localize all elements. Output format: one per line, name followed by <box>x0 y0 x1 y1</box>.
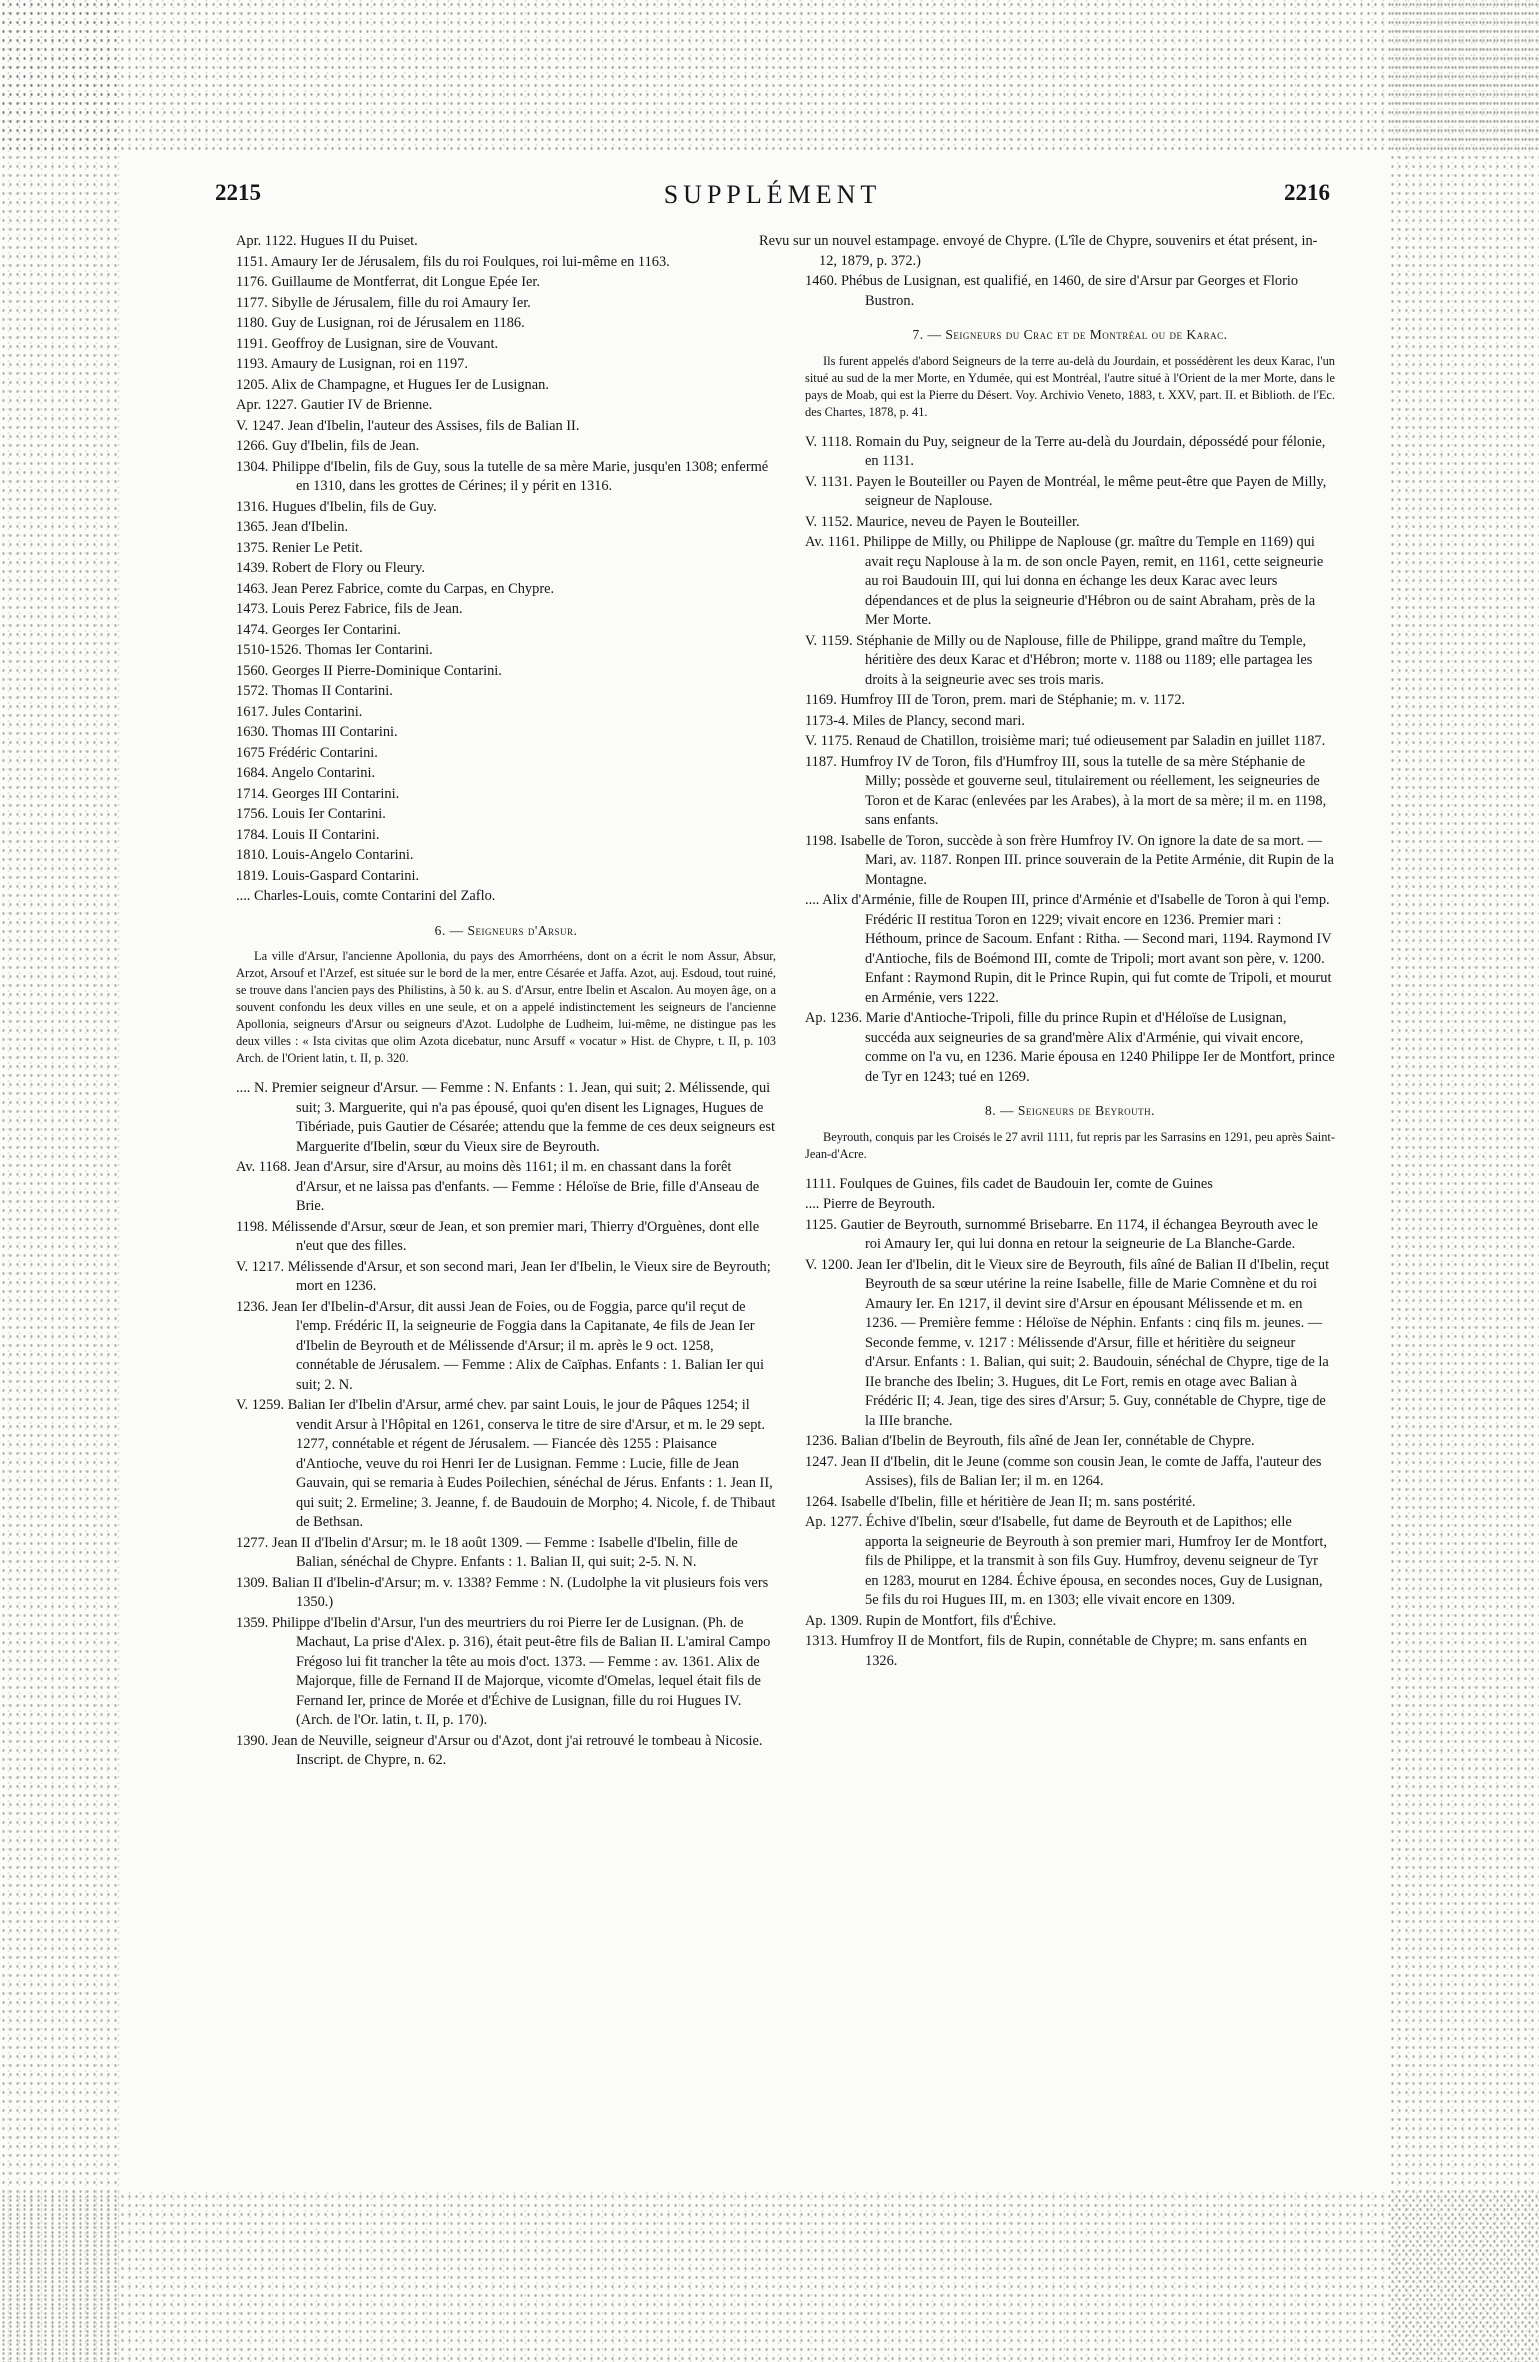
genealogy-entry: V. 1259. Balian Ier d'Ibelin d'Arsur, armé chev. par saint Louis, le jour de Pâques 1254; il vendit Arsur à l'Hôpital en 1261, conserva le titre de sire d'Arsur, et m. le 29 sept. 1277, connétable et régent de Jérusalem. — Fiancée dès 1255 : Plaisance d'Antioche, veuve du roi Henri Ier de Lusignan. Femme : Lucie, fille de Jean Gauvain, qui se remaria à Eudes Poilechien, sénéchal de Jérus. Enfants : 1. Jean II, qui suit; 2. Ermeline; 3. Jeanne, f. de Baudouin de Morpho; 4. Nicole, f. de Thibaut de Bethsan. <box>236 1397 776 1530</box>
genealogy-entry: 1247. Jean II d'Ibelin, dit le Jeune (comme son cousin Jean, le comte de Jaffa, l'auteur des Assises), fils de Balian Ier; il m. en 1264. <box>805 1453 1322 1489</box>
genealogy-entry: 1316. Hugues d'Ibelin, fils de Guy. <box>236 498 437 515</box>
right-entries-b <box>805 433 1335 1088</box>
page-number-right: 2216 <box>1284 180 1330 205</box>
continuation-text: Revu sur un nouvel estampage. envoyé de Chypre. (L'île de Chypre, souvenirs et état présent, in-12, 1879, p. 372.) <box>759 233 1318 269</box>
genealogy-entry: 1675 Frédéric Contarini. <box>236 744 378 761</box>
genealogy-entry: V. 1152. Maurice, neveu de Payen le Bouteiller. <box>805 513 1080 530</box>
genealogy-entry: V. 1247. Jean d'Ibelin, l'auteur des Assises, fils de Balian II. <box>236 417 580 434</box>
scan-noise-bottom <box>0 2192 1539 2362</box>
left-entries-b <box>236 1079 776 1771</box>
scan-noise-right <box>1389 0 1539 2362</box>
genealogy-entry: 1176. Guillaume de Montferrat, dit Longue Epée Ier. <box>236 274 540 290</box>
genealogy-entry: 1510-1526. Thomas Ier Contarini. <box>236 642 433 658</box>
genealogy-entry: 1630. Thomas III Contarini. <box>236 724 398 740</box>
genealogy-entry: 1810. Louis-Angelo Contarini. <box>236 847 414 863</box>
genealogy-entry: 1169. Humfroy III de Toron, prem. mari de Stéphanie; m. v. 1172. <box>805 692 1185 708</box>
page-number-left: 2215 <box>215 180 261 205</box>
genealogy-entry: V. 1175. Renaud de Chatillon, troisième mari; tué odieusement par Saladin en juillet 1187. <box>805 733 1326 749</box>
genealogy-entry: .... Charles-Louis, comte Contarini del Zaflo. <box>236 888 496 904</box>
genealogy-entry: 1390. Jean de Neuville, seigneur d'Arsur ou d'Azot, dont j'ai retrouvé le tombeau à Nicosie. Inscript. de Chypre, n. 62. <box>236 1732 763 1768</box>
section-8-intro: Beyrouth, conquis par les Croisés le 27 avril 1111, fut repris par les Sarrasins en 1291, peu après Saint-Jean-d'Acre. <box>805 1129 1335 1161</box>
genealogy-entry: 1304. Philippe d'Ibelin, fils de Guy, sous la tutelle de sa mère Marie, jusqu'en 1308; enfermé en 1310, dans les grottes de Cérines; il y périt en 1316. <box>236 458 769 494</box>
section-7-intro: Ils furent appelés d'abord Seigneurs de la terre au-delà du Jourdain, et possédèrent les deux Karac, l'un situé au sud de la mer Morte, en Ydumée, qui est Montréal, l'autre situé à l'Orient de la mer Morte, dans le pays de Moab, qui est la Pierre du Désert. Voy. Archivio Veneto, 1883, t. XXV, part. II. et Biblioth. de l'Ec. des Chartes, 1878, p. 41. <box>805 353 1335 419</box>
genealogy-entry: 1193. Amaury de Lusignan, roi en 1197. <box>236 356 468 372</box>
genealogy-entry: 1187. Humfroy IV de Toron, fils d'Humfroy III, sous la tutelle de sa mère Stéphanie de Milly; possède et gouverne seul, titulairement ou réellement, les seigneuries de Toron et de Karac (enlevées par les Arabes), à la mort de sa mère; il m. en 1198, sans enfants. <box>805 753 1327 828</box>
section-7-title: 7. — Seigneurs du Crac et de Montréal ou de Karac. <box>912 327 1228 342</box>
genealogy-entry: 1313. Humfroy II de Montfort, fils de Rupin, connétable de Chypre; m. sans enfants en 1326. <box>805 1633 1307 1669</box>
genealogy-entry: 1756. Louis Ier Contarini. <box>236 806 386 822</box>
genealogy-entry: 1819. Louis-Gaspard Contarini. <box>236 867 420 884</box>
genealogy-entry: 1266. Guy d'Ibelin, fils de Jean. <box>236 438 420 454</box>
genealogy-entry: 1474. Georges Ier Contarini. <box>236 621 401 638</box>
page-header <box>215 180 1330 220</box>
genealogy-entry: Ap. 1309. Rupin de Montfort, fils d'Échive. <box>805 1612 1057 1629</box>
genealogy-entry: 1309. Balian II d'Ibelin-d'Arsur; m. v. 1338? Femme : N. (Ludolphe la vit plusieurs fois vers 1350.) <box>236 1574 769 1610</box>
left-entries-a <box>236 232 776 907</box>
genealogy-entry: 1236. Jean Ier d'Ibelin-d'Arsur, dit aussi Jean de Foies, ou de Foggia, parce qu'il reçut de l'emp. Frédéric II, la seigneurie de Foggia dans la Capitanate, 4e fils de Jean Ier d'Ibelin de Beyrouth et de Mélissende d'Arsur; il m. après le 9 oct. 1258, connétable de Jérusalem. — Femme : Alix de Caïphas. Enfants : 1. Balian Ier qui suit; 2. N. <box>236 1298 764 1393</box>
genealogy-entry: 1264. Isabelle d'Ibelin, fille et héritière de Jean II; m. sans postérité. <box>805 1493 1196 1510</box>
genealogy-entry: 1177. Sibylle de Jérusalem, fille du roi Amaury Ier. <box>236 294 531 311</box>
genealogy-entry: Apr. 1227. Gautier IV de Brienne. <box>236 397 433 413</box>
genealogy-entry: V. 1118. Romain du Puy, seigneur de la Terre au-delà du Jourdain, dépossédé pour félonie, en 1131. <box>805 433 1326 469</box>
genealogy-entry: V. 1159. Stéphanie de Milly ou de Naplouse, fille de Philippe, grand maître du Temple, héritière des deux Karac et d'Hébron; morte v. 1188 ou 1189; elle partagea les droits à la seigneurie avec ses trois maris. <box>805 632 1313 688</box>
genealogy-entry: 1151. Amaury Ier de Jérusalem, fils du roi Foulques, roi lui-même en 1163. <box>236 253 670 270</box>
left-column <box>236 232 776 1772</box>
genealogy-entry: V. 1217. Mélissende d'Arsur, et son second mari, Jean Ier d'Ibelin, le Vieux sire de Beyrouth; mort en 1236. <box>236 1258 771 1294</box>
genealogy-entry: 1714. Georges III Contarini. <box>236 785 400 802</box>
genealogy-entry: 1460. Phébus de Lusignan, est qualifié, en 1460, de sire d'Arsur par Georges et Florio Bustron. <box>805 273 1299 309</box>
genealogy-entry: 1473. Louis Perez Fabrice, fils de Jean. <box>236 601 463 617</box>
genealogy-entry: Ap. 1277. Échive d'Ibelin, sœur d'Isabelle, fut dame de Beyrouth et de Lapithos; elle apporta la seigneurie de Beyrouth à son premier mari, Humfroy Ier de Montfort, fils de Philippe, et la transmit à son fils Guy. Humfroy, devenu seigneur de Tyr en 1283, mourut en 1284. Échive épousa, en secondes noces, Guy de Lusignan, 5e fils du roi Hugues III, m. en 1303; elle vivait encore en 1309. <box>805 1514 1327 1608</box>
scan-noise-top <box>0 0 1539 150</box>
genealogy-entry: 1198. Isabelle de Toron, succède à son frère Humfroy IV. On ignore la date de sa mort. — Mari, av. 1187. Ronpen III. prince souverain de la Petite Arménie, dit Rupin de la Montagne. <box>805 832 1334 888</box>
genealogy-entry: .... Alix d'Arménie, fille de Roupen III, prince d'Arménie et d'Isabelle de Toron à qui l'emp. Frédéric II restitua Toron en 1229; vivait encore en 1236. Premier mari : Héthoum, prince de Sacoum. Enfant : Ritha. — Second mari, 1194. Raymond IV d'Antioche, fils de Boémond III, comte de Tripoli; mort avant son père, v. 1200. Enfant : Raymond Rupin, dit le Prince Rupin, qui fut comte de Tripoli, et mourut en Arménie, vers 1222. <box>805 892 1332 1006</box>
section-6-title: 6. — Seigneurs d'Arsur. <box>434 922 578 938</box>
genealogy-entry: 1359. Philippe d'Ibelin d'Arsur, l'un des meurtriers du roi Pierre Ier de Lusignan. (Ph. de Machaut, La prise d'Alex. p. 316), était peut-être fils de Balian II. L'amiral Campo Frégoso lui fit trancher la tête au mois d'oct. 1373. — Femme : av. 1361. Alix de Majorque, fille de Fernand II de Majorque, vicomte d'Omelas, lequel était fils de Fernand Ier, prince de Morée et d'Échive de Lusignan, fille du roi Hugues IV. (Arch. de l'Or. latin, t. II, p. 170). <box>236 1614 771 1728</box>
genealogy-entry: 1198. Mélissende d'Arsur, sœur de Jean, et son premier mari, Thierry d'Orguènes, dont elle n'eut que des filles. <box>236 1218 760 1254</box>
genealogy-entry: .... N. Premier seigneur d'Arsur. — Femme : N. Enfants : 1. Jean, qui suit; 2. Mélissende, qui suit; 3. Marguerite, qui n'a pas épousé, quoi qu'en disent les Lignages, Hugues de Tibériade, puis Gautier de Césarée; attendu que la femme de ces deux seigneurs est Marguerite d'Ibelin, sœur du Vieux sire de Beyrouth. <box>236 1080 775 1155</box>
genealogy-entry: 1236. Balian d'Ibelin de Beyrouth, fils aîné de Jean Ier, connétable de Chypre. <box>805 1433 1255 1449</box>
right-entries-c <box>805 1175 1335 1672</box>
running-title: SUPPLÉMENT <box>663 180 882 209</box>
genealogy-entry: 1684. Angelo Contarini. <box>236 765 376 781</box>
genealogy-entry: 1375. Renier Le Petit. <box>236 539 363 556</box>
genealogy-entry: Apr. 1122. Hugues II du Puiset. <box>236 233 418 249</box>
genealogy-entry: Av. 1168. Jean d'Arsur, sire d'Arsur, au moins dès 1161; il m. en chassant dans la forêt d'Arsur, et ne laissa pas d'enfants. — Femme : Héloïse de Brie, fille d'Anseau de Brie. <box>236 1159 760 1214</box>
genealogy-entry: Ap. 1236. Marie d'Antioche-Tripoli, fille du prince Rupin et d'Héloïse de Lusignan, succéda aux seigneuries de sa grand'mère Alix d'Arménie, qui vivait encore, comme on l'a vu, en 1236. Marie épousa en 1240 Philippe Ier de Montfort, prince de Tyr en 1243; tué en 1269. <box>805 1010 1335 1085</box>
scan-noise-left <box>0 0 120 2362</box>
genealogy-entry: 1463. Jean Perez Fabrice, comte du Carpas, en Chypre. <box>236 580 555 597</box>
genealogy-entry: 1205. Alix de Champagne, et Hugues Ier de Lusignan. <box>236 376 549 393</box>
genealogy-entry: 1191. Geoffroy de Lusignan, sire de Vouvant. <box>236 335 499 352</box>
genealogy-entry: 1173-4. Miles de Plancy, second mari. <box>805 712 1025 729</box>
genealogy-entry: 1572. Thomas II Contarini. <box>236 683 393 699</box>
genealogy-entry: 1277. Jean II d'Ibelin d'Arsur; m. le 18 août 1309. — Femme : Isabelle d'Ibelin, fille de Balian, sénéchal de Chypre. Enfants : 1. Balian II, qui suit; 2-5. N. N. <box>236 1534 738 1570</box>
genealogy-entry: 1111. Foulques de Guines, fils cadet de Baudouin Ier, comte de Guines <box>805 1175 1213 1192</box>
right-column <box>759 232 1335 1672</box>
genealogy-entry: Av. 1161. Philippe de Milly, ou Philippe de Naplouse (gr. maître du Temple en 1169) qui avait reçu Naplouse à la m. de son oncle Payen, remit, en 1161, cette seigneurie au roi Baudouin III, qui lui donna en échange les deux Karac avec leurs dépendances et de plus la seigneurie d'Hébron ou de saint Abraham, près de la Mer Morte. <box>805 534 1324 628</box>
right-entries-a <box>805 272 1335 311</box>
genealogy-entry: V. 1131. Payen le Bouteiller ou Payen de Montréal, le même peut-être que Payen de Milly, seigneur de Naplouse. <box>805 473 1327 509</box>
section-8-title: 8. — Seigneurs de Beyrouth. <box>984 1103 1155 1118</box>
genealogy-entry: 1125. Gautier de Beyrouth, surnommé Brisebarre. En 1174, il échangea Beyrouth avec le roi Amaury Ier, qui lui donna en retour la seigneurie de La Blanche-Garde. <box>805 1216 1318 1252</box>
genealogy-entry: 1439. Robert de Flory ou Fleury. <box>236 560 425 576</box>
genealogy-entry: 1617. Jules Contarini. <box>236 703 363 720</box>
genealogy-entry: 1365. Jean d'Ibelin. <box>236 519 349 535</box>
genealogy-entry: V. 1200. Jean Ier d'Ibelin, dit le Vieux sire de Beyrouth, fils aîné de Balian II d'Ibelin, reçut Beyrouth de sa sœur utérine la reine Isabelle, fille de Marie Comnène et du roi Amaury Ier. En 1217, il devint sire d'Arsur en épousant Mélissende et m. en 1236. — Première femme : Héloïse de Néphin. Enfants : cinq fils m. jeunes. — Seconde femme, v. 1217 : Mélissende d'Arsur, fille et héritière du seigneur d'Arsur. Enfants : 1. Balian, qui suit; 2. Baudouin, sénéchal de Chypre, tige de la IIe branche des Ibelin; 3. Hugues, dit Le Fort, remis en otage avec Balian à Frédéric II; 4. Jean, tige des sires d'Arsur; 5. Guy, connétable de Chypre, tige de la IIIe branche. <box>805 1256 1330 1429</box>
section-6-intro: La ville d'Arsur, l'ancienne Apollonia, du pays des Amorrhéens, dont on a écrit le nom Assur, Absur, Arzot, Arsouf et l'Arzef, est située sur le bord de la mer, entre Césarée et Jaffa. Azot, auj. Esdoud, tout ruiné, se trouve dans l'ancien pays des Philistins, à 50 k. au S. d'Arsur, entre Ibelin et Ascalon. Au moyen âge, on a souvent confondu les deux villes en une seule, et on a appelé indistinctement les seigneurs de l'ancienne Apollonia, seigneurs d'Arsur ou seigneurs d'Azot. Ludolphe de Ludheim, lui-même, ne distingue pas les deux villes : « Ista civitas que olim Azota dicebatur, nunc Arsuff « vocatur » Hist. de Chypre, t. II, p. 103 Arch. de l'Orient latin, t. II, p. 320. <box>236 949 776 1065</box>
genealogy-entry: .... Pierre de Beyrouth. <box>805 1196 936 1212</box>
genealogy-entry: 1560. Georges II Pierre-Dominique Contarini. <box>236 662 502 679</box>
genealogy-entry: 1180. Guy de Lusignan, roi de Jérusalem en 1186. <box>236 315 525 331</box>
genealogy-entry: 1784. Louis II Contarini. <box>236 826 380 843</box>
